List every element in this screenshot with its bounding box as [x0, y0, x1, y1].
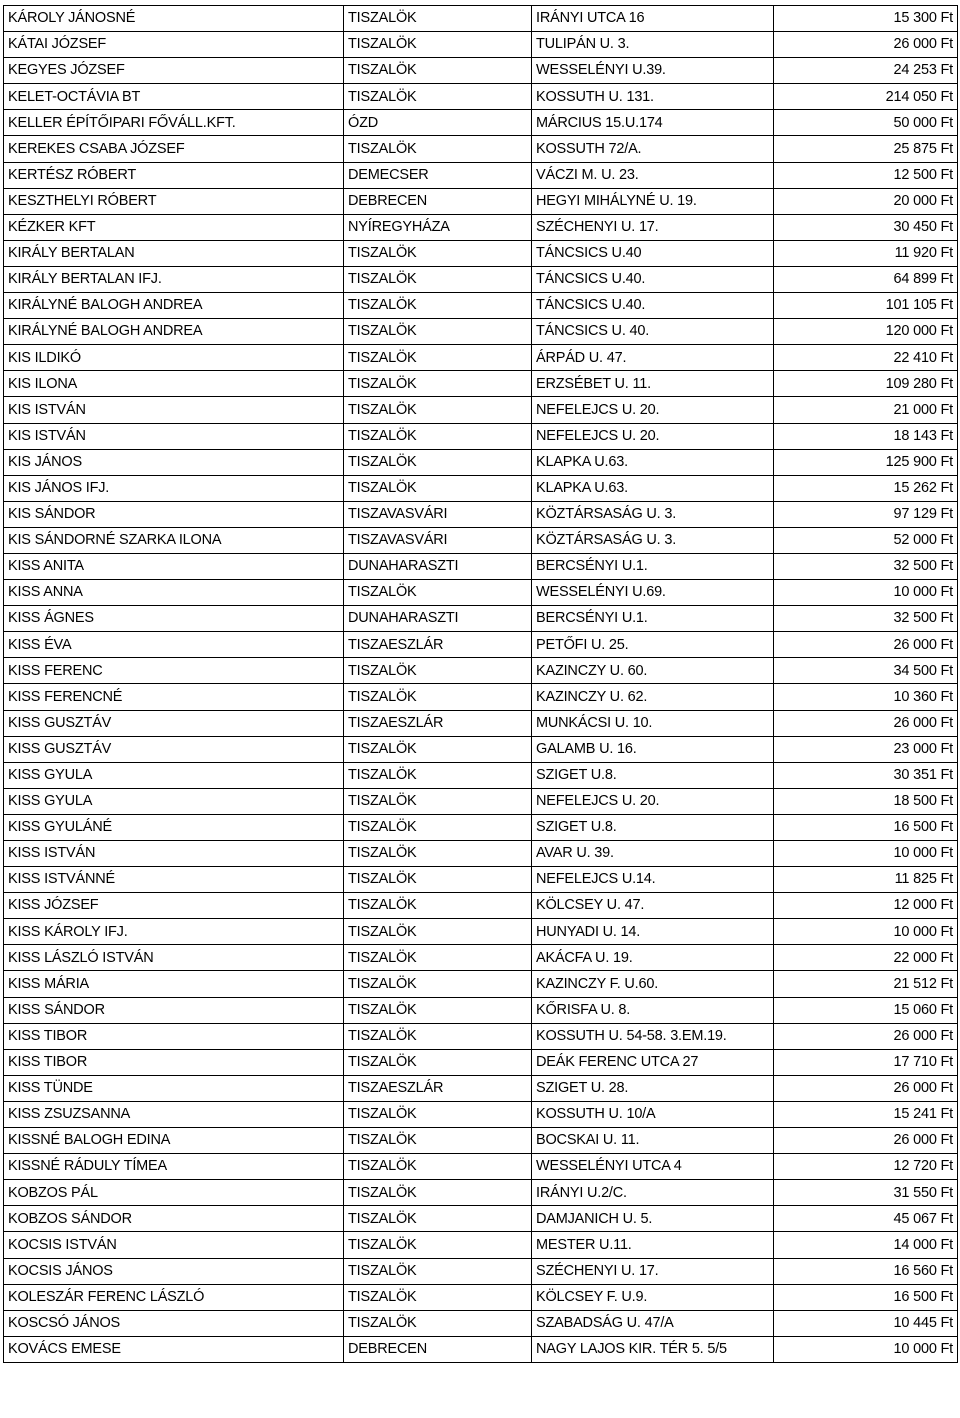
table-row [4, 162, 958, 188]
amount-cell: 26 000 Ft [774, 32, 958, 58]
table-row [4, 527, 958, 553]
amount-cell: 20 000 Ft [774, 188, 958, 214]
city-cell: DEBRECEN [344, 188, 532, 214]
amount-cell: 26 000 Ft [774, 1128, 958, 1154]
table-row [4, 893, 958, 919]
table-row [4, 1310, 958, 1336]
address-cell: AKÁCFA U. 19. [532, 945, 774, 971]
amount-cell: 10 000 Ft [774, 841, 958, 867]
address-cell: KÖZTÁRSASÁG U. 3. [532, 527, 774, 553]
city-cell: DUNAHARASZTI [344, 553, 532, 579]
amount-cell: 11 920 Ft [774, 240, 958, 266]
city-cell: TISZALÖK [344, 240, 532, 266]
amount-cell: 12 000 Ft [774, 893, 958, 919]
city-cell: TISZAVASVÁRI [344, 501, 532, 527]
table-body [4, 6, 958, 1363]
amount-cell: 26 000 Ft [774, 632, 958, 658]
amount-cell: 109 280 Ft [774, 371, 958, 397]
name-cell: KOBZOS SÁNDOR [4, 1206, 344, 1232]
name-cell: KISS TIBOR [4, 1049, 344, 1075]
address-cell: NEFELEJCS U.14. [532, 867, 774, 893]
city-cell: TISZALÖK [344, 736, 532, 762]
amount-cell: 21 512 Ft [774, 971, 958, 997]
address-cell: KÖZTÁRSASÁG U. 3. [532, 501, 774, 527]
address-cell: KLAPKA U.63. [532, 449, 774, 475]
name-cell: KÁTAI JÓZSEF [4, 32, 344, 58]
city-cell: TISZALÖK [344, 841, 532, 867]
amount-cell: 52 000 Ft [774, 527, 958, 553]
address-cell: KOSSUTH U. 10/A [532, 1101, 774, 1127]
table-row [4, 58, 958, 84]
name-cell: KISS ANITA [4, 553, 344, 579]
address-cell: AVAR U. 39. [532, 841, 774, 867]
name-cell: KERTÉSZ RÓBERT [4, 162, 344, 188]
address-cell: DAMJANICH U. 5. [532, 1206, 774, 1232]
city-cell: TISZALÖK [344, 1154, 532, 1180]
address-cell: KAZINCZY U. 60. [532, 658, 774, 684]
table-row [4, 736, 958, 762]
name-cell: KIS JÁNOS [4, 449, 344, 475]
amount-cell: 12 500 Ft [774, 162, 958, 188]
table-row [4, 606, 958, 632]
table-row [4, 788, 958, 814]
amount-cell: 101 105 Ft [774, 293, 958, 319]
address-cell: KÖLCSEY U. 47. [532, 893, 774, 919]
address-cell: HUNYADI U. 14. [532, 919, 774, 945]
address-cell: SZABADSÁG U. 47/A [532, 1310, 774, 1336]
amount-cell: 97 129 Ft [774, 501, 958, 527]
address-cell: IRÁNYI U.2/C. [532, 1180, 774, 1206]
address-cell: KOSSUTH U. 131. [532, 84, 774, 110]
amount-cell: 32 500 Ft [774, 553, 958, 579]
table-row [4, 710, 958, 736]
name-cell: KISS LÁSZLÓ ISTVÁN [4, 945, 344, 971]
city-cell: TISZALÖK [344, 867, 532, 893]
amount-cell: 22 410 Ft [774, 345, 958, 371]
table-row [4, 997, 958, 1023]
amount-cell: 24 253 Ft [774, 58, 958, 84]
city-cell: TISZALÖK [344, 423, 532, 449]
amount-cell: 25 875 Ft [774, 136, 958, 162]
name-cell: KIRÁLY BERTALAN [4, 240, 344, 266]
address-cell: KÖLCSEY F. U.9. [532, 1284, 774, 1310]
table-row [4, 762, 958, 788]
amount-cell: 34 500 Ft [774, 658, 958, 684]
city-cell: TISZALÖK [344, 449, 532, 475]
amount-cell: 12 720 Ft [774, 1154, 958, 1180]
amount-cell: 18 500 Ft [774, 788, 958, 814]
table-row [4, 658, 958, 684]
city-cell: TISZALÖK [344, 371, 532, 397]
address-cell: GALAMB U. 16. [532, 736, 774, 762]
name-cell: KIS JÁNOS IFJ. [4, 475, 344, 501]
address-cell: KLAPKA U.63. [532, 475, 774, 501]
donor-table [3, 5, 958, 1363]
table-row [4, 867, 958, 893]
name-cell: KIS SÁNDOR [4, 501, 344, 527]
amount-cell: 64 899 Ft [774, 266, 958, 292]
table-row [4, 1128, 958, 1154]
name-cell: KIS ILONA [4, 371, 344, 397]
table-row [4, 1101, 958, 1127]
address-cell: TÁNCSICS U.40 [532, 240, 774, 266]
name-cell: KIRÁLYNÉ BALOGH ANDREA [4, 293, 344, 319]
address-cell: MESTER U.11. [532, 1232, 774, 1258]
table-row [4, 6, 958, 32]
address-cell: SZIGET U. 28. [532, 1075, 774, 1101]
city-cell: TISZALÖK [344, 1023, 532, 1049]
table-row [4, 136, 958, 162]
name-cell: KOCSIS ISTVÁN [4, 1232, 344, 1258]
table-row [4, 110, 958, 136]
address-cell: WESSELÉNYI U.69. [532, 580, 774, 606]
city-cell: TISZALÖK [344, 1049, 532, 1075]
address-cell: WESSELÉNYI UTCA 4 [532, 1154, 774, 1180]
city-cell: TISZALÖK [344, 1232, 532, 1258]
amount-cell: 10 000 Ft [774, 1336, 958, 1362]
table-row [4, 814, 958, 840]
city-cell: TISZALÖK [344, 1101, 532, 1127]
table-row [4, 1336, 958, 1362]
name-cell: KISS GYULA [4, 788, 344, 814]
amount-cell: 32 500 Ft [774, 606, 958, 632]
table-row [4, 553, 958, 579]
address-cell: TÁNCSICS U. 40. [532, 319, 774, 345]
name-cell: KISS GUSZTÁV [4, 710, 344, 736]
name-cell: KISS ISTVÁN [4, 841, 344, 867]
address-cell: NEFELEJCS U. 20. [532, 397, 774, 423]
name-cell: KISS GUSZTÁV [4, 736, 344, 762]
city-cell: TISZAESZLÁR [344, 710, 532, 736]
address-cell: KAZINCZY F. U.60. [532, 971, 774, 997]
address-cell: BERCSÉNYI U.1. [532, 553, 774, 579]
table-row [4, 580, 958, 606]
amount-cell: 26 000 Ft [774, 1023, 958, 1049]
city-cell: TISZALÖK [344, 814, 532, 840]
amount-cell: 120 000 Ft [774, 319, 958, 345]
amount-cell: 16 500 Ft [774, 814, 958, 840]
name-cell: KEREKES CSABA JÓZSEF [4, 136, 344, 162]
city-cell: TISZALÖK [344, 971, 532, 997]
amount-cell: 10 000 Ft [774, 919, 958, 945]
address-cell: WESSELÉNYI U.39. [532, 58, 774, 84]
name-cell: KÉZKER KFT [4, 214, 344, 240]
table-row [4, 1049, 958, 1075]
city-cell: TISZALÖK [344, 84, 532, 110]
address-cell: PETŐFI U. 25. [532, 632, 774, 658]
name-cell: KISS ZSUZSANNA [4, 1101, 344, 1127]
table-row [4, 1232, 958, 1258]
table-row [4, 475, 958, 501]
address-cell: BOCSKAI U. 11. [532, 1128, 774, 1154]
table-row [4, 1206, 958, 1232]
city-cell: TISZALÖK [344, 1128, 532, 1154]
name-cell: KOVÁCS EMESE [4, 1336, 344, 1362]
city-cell: TISZALÖK [344, 1284, 532, 1310]
address-cell: SZIGET U.8. [532, 762, 774, 788]
name-cell: KIS ISTVÁN [4, 397, 344, 423]
table-row [4, 1284, 958, 1310]
city-cell: TISZALÖK [344, 997, 532, 1023]
address-cell: ERZSÉBET U. 11. [532, 371, 774, 397]
amount-cell: 18 143 Ft [774, 423, 958, 449]
address-cell: HEGYI MIHÁLYNÉ U. 19. [532, 188, 774, 214]
city-cell: TISZALÖK [344, 658, 532, 684]
amount-cell: 23 000 Ft [774, 736, 958, 762]
name-cell: KISS FERENC [4, 658, 344, 684]
table-row [4, 1154, 958, 1180]
city-cell: TISZALÖK [344, 1258, 532, 1284]
address-cell: TULIPÁN U. 3. [532, 32, 774, 58]
name-cell: KELET-OCTÁVIA BT [4, 84, 344, 110]
name-cell: KÁROLY JÁNOSNÉ [4, 6, 344, 32]
address-cell: NEFELEJCS U. 20. [532, 423, 774, 449]
city-cell: ÓZD [344, 110, 532, 136]
table-row [4, 1075, 958, 1101]
address-cell: NEFELEJCS U. 20. [532, 788, 774, 814]
address-cell: TÁNCSICS U.40. [532, 293, 774, 319]
address-cell: SZÉCHENYI U. 17. [532, 214, 774, 240]
address-cell: NAGY LAJOS KIR. TÉR 5. 5/5 [532, 1336, 774, 1362]
amount-cell: 125 900 Ft [774, 449, 958, 475]
table-row [4, 684, 958, 710]
table-row [4, 293, 958, 319]
name-cell: KISS GYULA [4, 762, 344, 788]
amount-cell: 14 000 Ft [774, 1232, 958, 1258]
address-cell: MUNKÁCSI U. 10. [532, 710, 774, 736]
amount-cell: 15 060 Ft [774, 997, 958, 1023]
address-cell: TÁNCSICS U.40. [532, 266, 774, 292]
address-cell: KOSSUTH U. 54-58. 3.EM.19. [532, 1023, 774, 1049]
name-cell: KISS ÁGNES [4, 606, 344, 632]
amount-cell: 50 000 Ft [774, 110, 958, 136]
amount-cell: 16 500 Ft [774, 1284, 958, 1310]
table-row [4, 501, 958, 527]
city-cell: TISZALÖK [344, 319, 532, 345]
table-row [4, 971, 958, 997]
name-cell: KIS SÁNDORNÉ SZARKA ILONA [4, 527, 344, 553]
city-cell: TISZALÖK [344, 6, 532, 32]
city-cell: TISZALÖK [344, 32, 532, 58]
address-cell: SZÉCHENYI U. 17. [532, 1258, 774, 1284]
address-cell: KAZINCZY U. 62. [532, 684, 774, 710]
city-cell: TISZALÖK [344, 397, 532, 423]
table-row [4, 841, 958, 867]
amount-cell: 22 000 Ft [774, 945, 958, 971]
name-cell: KISS JÓZSEF [4, 893, 344, 919]
table-row [4, 632, 958, 658]
name-cell: KIS ISTVÁN [4, 423, 344, 449]
name-cell: KISS ISTVÁNNÉ [4, 867, 344, 893]
name-cell: KISSNÉ BALOGH EDINA [4, 1128, 344, 1154]
city-cell: TISZALÖK [344, 919, 532, 945]
city-cell: TISZALÖK [344, 136, 532, 162]
name-cell: KOCSIS JÁNOS [4, 1258, 344, 1284]
address-cell: DEÁK FERENC UTCA 27 [532, 1049, 774, 1075]
table-row [4, 945, 958, 971]
name-cell: KISS TIBOR [4, 1023, 344, 1049]
amount-cell: 15 241 Ft [774, 1101, 958, 1127]
city-cell: NYÍREGYHÁZA [344, 214, 532, 240]
amount-cell: 10 445 Ft [774, 1310, 958, 1336]
city-cell: TISZALÖK [344, 580, 532, 606]
name-cell: KISS FERENCNÉ [4, 684, 344, 710]
address-cell: BERCSÉNYI U.1. [532, 606, 774, 632]
address-cell: MÁRCIUS 15.U.174 [532, 110, 774, 136]
name-cell: KOBZOS PÁL [4, 1180, 344, 1206]
address-cell: KŐRISFA U. 8. [532, 997, 774, 1023]
name-cell: KISSNÉ RÁDULY TÍMEA [4, 1154, 344, 1180]
city-cell: TISZALÖK [344, 945, 532, 971]
city-cell: TISZALÖK [344, 1180, 532, 1206]
city-cell: TISZALÖK [344, 893, 532, 919]
amount-cell: 45 067 Ft [774, 1206, 958, 1232]
name-cell: KIRÁLYNÉ BALOGH ANDREA [4, 319, 344, 345]
name-cell: KELLER ÉPÍTŐIPARI FŐVÁLL.KFT. [4, 110, 344, 136]
city-cell: DEMECSER [344, 162, 532, 188]
amount-cell: 10 000 Ft [774, 580, 958, 606]
table-row [4, 188, 958, 214]
amount-cell: 31 550 Ft [774, 1180, 958, 1206]
table-row [4, 345, 958, 371]
amount-cell: 26 000 Ft [774, 710, 958, 736]
table-row [4, 371, 958, 397]
amount-cell: 16 560 Ft [774, 1258, 958, 1284]
amount-cell: 15 300 Ft [774, 6, 958, 32]
amount-cell: 10 360 Ft [774, 684, 958, 710]
name-cell: KIS ILDIKÓ [4, 345, 344, 371]
amount-cell: 30 351 Ft [774, 762, 958, 788]
name-cell: KISS ÉVA [4, 632, 344, 658]
name-cell: KISS ANNA [4, 580, 344, 606]
table-row [4, 84, 958, 110]
city-cell: TISZALÖK [344, 1310, 532, 1336]
city-cell: TISZALÖK [344, 266, 532, 292]
name-cell: KOSCSÓ JÁNOS [4, 1310, 344, 1336]
table-row [4, 1180, 958, 1206]
table-row [4, 1023, 958, 1049]
name-cell: KESZTHELYI RÓBERT [4, 188, 344, 214]
amount-cell: 15 262 Ft [774, 475, 958, 501]
amount-cell: 17 710 Ft [774, 1049, 958, 1075]
table-row [4, 240, 958, 266]
address-cell: KOSSUTH 72/A. [532, 136, 774, 162]
table-row [4, 423, 958, 449]
address-cell: SZIGET U.8. [532, 814, 774, 840]
name-cell: KOLESZÁR FERENC LÁSZLÓ [4, 1284, 344, 1310]
city-cell: TISZALÖK [344, 684, 532, 710]
city-cell: TISZALÖK [344, 762, 532, 788]
amount-cell: 26 000 Ft [774, 1075, 958, 1101]
address-cell: ÁRPÁD U. 47. [532, 345, 774, 371]
city-cell: TISZAVASVÁRI [344, 527, 532, 553]
city-cell: TISZALÖK [344, 788, 532, 814]
city-cell: TISZAESZLÁR [344, 1075, 532, 1101]
name-cell: KEGYES JÓZSEF [4, 58, 344, 84]
table-row [4, 32, 958, 58]
table-row [4, 1258, 958, 1284]
table-row [4, 919, 958, 945]
name-cell: KISS TÜNDE [4, 1075, 344, 1101]
name-cell: KISS SÁNDOR [4, 997, 344, 1023]
name-cell: KISS GYULÁNÉ [4, 814, 344, 840]
address-cell: IRÁNYI UTCA 16 [532, 6, 774, 32]
amount-cell: 214 050 Ft [774, 84, 958, 110]
city-cell: DEBRECEN [344, 1336, 532, 1362]
city-cell: TISZALÖK [344, 345, 532, 371]
amount-cell: 11 825 Ft [774, 867, 958, 893]
city-cell: TISZAESZLÁR [344, 632, 532, 658]
city-cell: TISZALÖK [344, 58, 532, 84]
address-cell: VÁCZI M. U. 23. [532, 162, 774, 188]
name-cell: KIRÁLY BERTALAN IFJ. [4, 266, 344, 292]
city-cell: DUNAHARASZTI [344, 606, 532, 632]
table-row [4, 397, 958, 423]
table-row [4, 449, 958, 475]
name-cell: KISS MÁRIA [4, 971, 344, 997]
table-row [4, 266, 958, 292]
amount-cell: 21 000 Ft [774, 397, 958, 423]
table-row [4, 319, 958, 345]
amount-cell: 30 450 Ft [774, 214, 958, 240]
city-cell: TISZALÖK [344, 475, 532, 501]
city-cell: TISZALÖK [344, 293, 532, 319]
name-cell: KISS KÁROLY IFJ. [4, 919, 344, 945]
table-row [4, 214, 958, 240]
city-cell: TISZALÖK [344, 1206, 532, 1232]
